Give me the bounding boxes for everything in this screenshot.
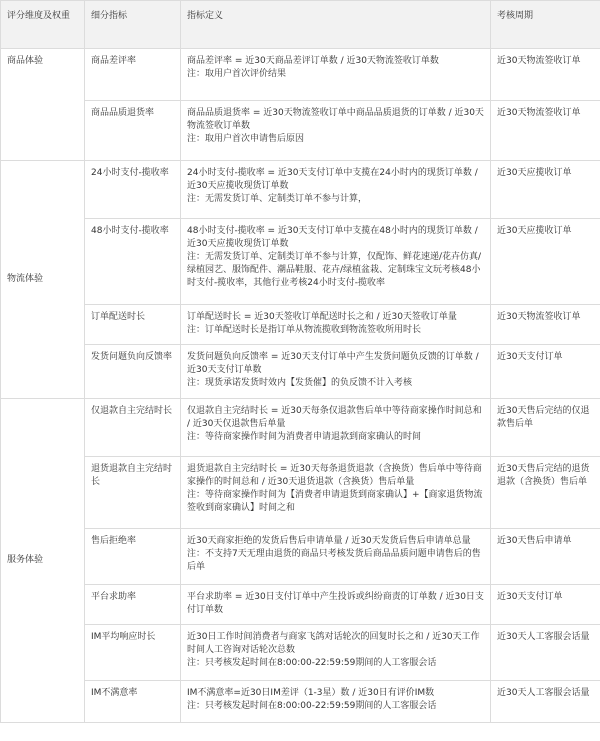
definition-cell [181, 219, 491, 305]
table-row [1, 681, 600, 723]
table-row [1, 345, 600, 399]
dimension-cell: 物流体验 [1, 161, 85, 399]
table-row [1, 161, 600, 219]
definition-formula: IM不满意率=近30日IM差评（1-3星）数 / 近30日有评价IM数 [187, 688, 435, 698]
header-dimension: 评分维度及权重 [1, 1, 85, 49]
dimension-cell: 商品体验 [1, 49, 85, 161]
definition-cell [181, 101, 491, 161]
table-row [1, 219, 600, 305]
indicator-cell: IM不满意率 [85, 681, 181, 723]
period-cell: 近30天支付订单 [491, 345, 600, 399]
definition-cell [181, 585, 491, 625]
definition-note: 注：不支持7天无理由退货的商品只考核发货后商品品质问题申请售后的售后单 [187, 549, 481, 572]
indicator-cell: 商品差评率 [85, 49, 181, 101]
indicator-cell: 订单配送时长 [85, 305, 181, 345]
definition-formula: 48小时支付-揽收率 = 近30天支付订单中支揽在48小时内的现货订单数 / 近30天应揽收现货订单数 [187, 226, 478, 249]
definition-formula: 订单配送时长 = 近30天签收订单配送时长之和 / 近30天签收订单量 [187, 312, 457, 322]
header-row [1, 1, 600, 49]
table-row [1, 305, 600, 345]
indicator-cell: 发货问题负向反馈率 [85, 345, 181, 399]
definition-note: 注：取用户首次评价结果 [187, 69, 287, 79]
definition-note: 注：等待商家操作时间为消费者申请退款到商家确认的时间 [187, 432, 422, 442]
definition-note: 注：现货承诺发货时效内【发货催】的负反馈不计入考核 [187, 378, 413, 388]
definition-note: 注：等待商家操作时间为【消费者申请退货到商家确认】+【商家退货物流签收到商家确认】时间之和 [187, 490, 483, 513]
header-period: 考核周期 [491, 1, 600, 49]
period-cell: 近30天售后完结的仅退款售后单 [491, 399, 600, 457]
period-cell: 近30天售后完结的退货退款（含换货）售后单 [491, 457, 600, 529]
definition-cell [181, 305, 491, 345]
period-cell: 近30天物流签收订单 [491, 101, 600, 161]
period-cell: 近30天人工客服会话量 [491, 681, 600, 723]
definition-formula: 平台求助率 = 近30日支付订单中产生投诉或纠纷商责的订单数 / 近30日支付订单数 [187, 592, 484, 615]
period-cell: 近30天应揽收订单 [491, 219, 600, 305]
table-row [1, 399, 600, 457]
table-row [1, 529, 600, 585]
definition-formula: 仅退款自主完结时长 = 近30天每条仅退款售后单中等待商家操作时间总和 / 近30天仅退款售后单量 [187, 406, 482, 429]
indicator-cell: 商品品质退货率 [85, 101, 181, 161]
definition-note: 注：取用户首次申请售后原因 [187, 134, 305, 144]
period-cell: 近30天物流签收订单 [491, 305, 600, 345]
definition-cell [181, 457, 491, 529]
definition-note: 注：无需发货订单、定制类订单不参与计算， [187, 194, 368, 204]
definition-note: 注：无需发货订单、定制类订单不参与计算，仅配饰、鲜花速递/花卉仿真/绿植园艺、服饰配件、潮品鞋服、花卉/绿植盆栽、定制珠宝文玩考核48小时支付-揽收率，其他行业考核24小时支付-揽收率 [187, 252, 482, 288]
period-cell: 近30天人工客服会话量 [491, 625, 600, 681]
header-definition: 指标定义 [181, 1, 491, 49]
definition-cell [181, 161, 491, 219]
definition-cell [181, 49, 491, 101]
table-row [1, 101, 600, 161]
indicator-cell: 平台求助率 [85, 585, 181, 625]
period-cell: 近30天物流签收订单 [491, 49, 600, 101]
definition-formula: 商品差评率 = 近30天商品差评订单数 / 近30天物流签收订单数 [187, 56, 439, 66]
indicator-cell: 售后拒绝率 [85, 529, 181, 585]
header-indicator: 细分指标 [85, 1, 181, 49]
definition-cell [181, 399, 491, 457]
indicator-cell: 24小时支付-揽收率 [85, 161, 181, 219]
period-cell: 近30天应揽收订单 [491, 161, 600, 219]
definition-formula: 商品品质退货率 = 近30天物流签收订单中商品品质退货的订单数 / 近30天物流签收订单数 [187, 108, 484, 131]
table-row [1, 585, 600, 625]
definition-cell [181, 345, 491, 399]
definition-note: 注：订单配送时长是指订单从物流揽收到物流签收所用时长 [187, 325, 422, 335]
definition-formula: 近30日工作时间消费者与商家飞鸽对话轮次的回复时长之和 / 近30天工作时间人工咨询对话轮次总数 [187, 632, 480, 655]
definition-note: 注：只考核发起时间在8:00:00-22:59:59期间的人工客服会话 [187, 658, 437, 668]
indicator-cell: 退货退款自主完结时长 [85, 457, 181, 529]
dimension-cell: 服务体验 [1, 399, 85, 723]
definition-formula: 24小时支付-揽收率 = 近30天支付订单中支揽在24小时内的现货订单数 / 近30天应揽收现货订单数 [187, 168, 478, 191]
table-row [1, 625, 600, 681]
table-row [1, 457, 600, 529]
definition-note: 注：只考核发起时间在8:00:00-22:59:59期间的人工客服会话 [187, 701, 437, 711]
definition-cell [181, 625, 491, 681]
table-row [1, 49, 600, 101]
period-cell: 近30天支付订单 [491, 585, 600, 625]
indicator-cell: 仅退款自主完结时长 [85, 399, 181, 457]
definition-formula: 发货问题负向反馈率 = 近30天支付订单中产生发货问题负反馈的订单数 / 近30天支付订单数 [187, 352, 479, 375]
indicator-cell: IM平均响应时长 [85, 625, 181, 681]
definition-cell [181, 529, 491, 585]
period-cell: 近30天售后申请单 [491, 529, 600, 585]
definition-cell [181, 681, 491, 723]
definition-formula: 近30天商家拒绝的发货后售后申请单量 / 近30天发货后售后申请单总量 [187, 536, 471, 546]
indicator-cell: 48小时支付-揽收率 [85, 219, 181, 305]
definition-formula: 退货退款自主完结时长 = 近30天每条退货退款（含换货）售后单中等待商家操作的时间总和 / 近30天退货退款（含换货）售后单量 [187, 464, 482, 487]
